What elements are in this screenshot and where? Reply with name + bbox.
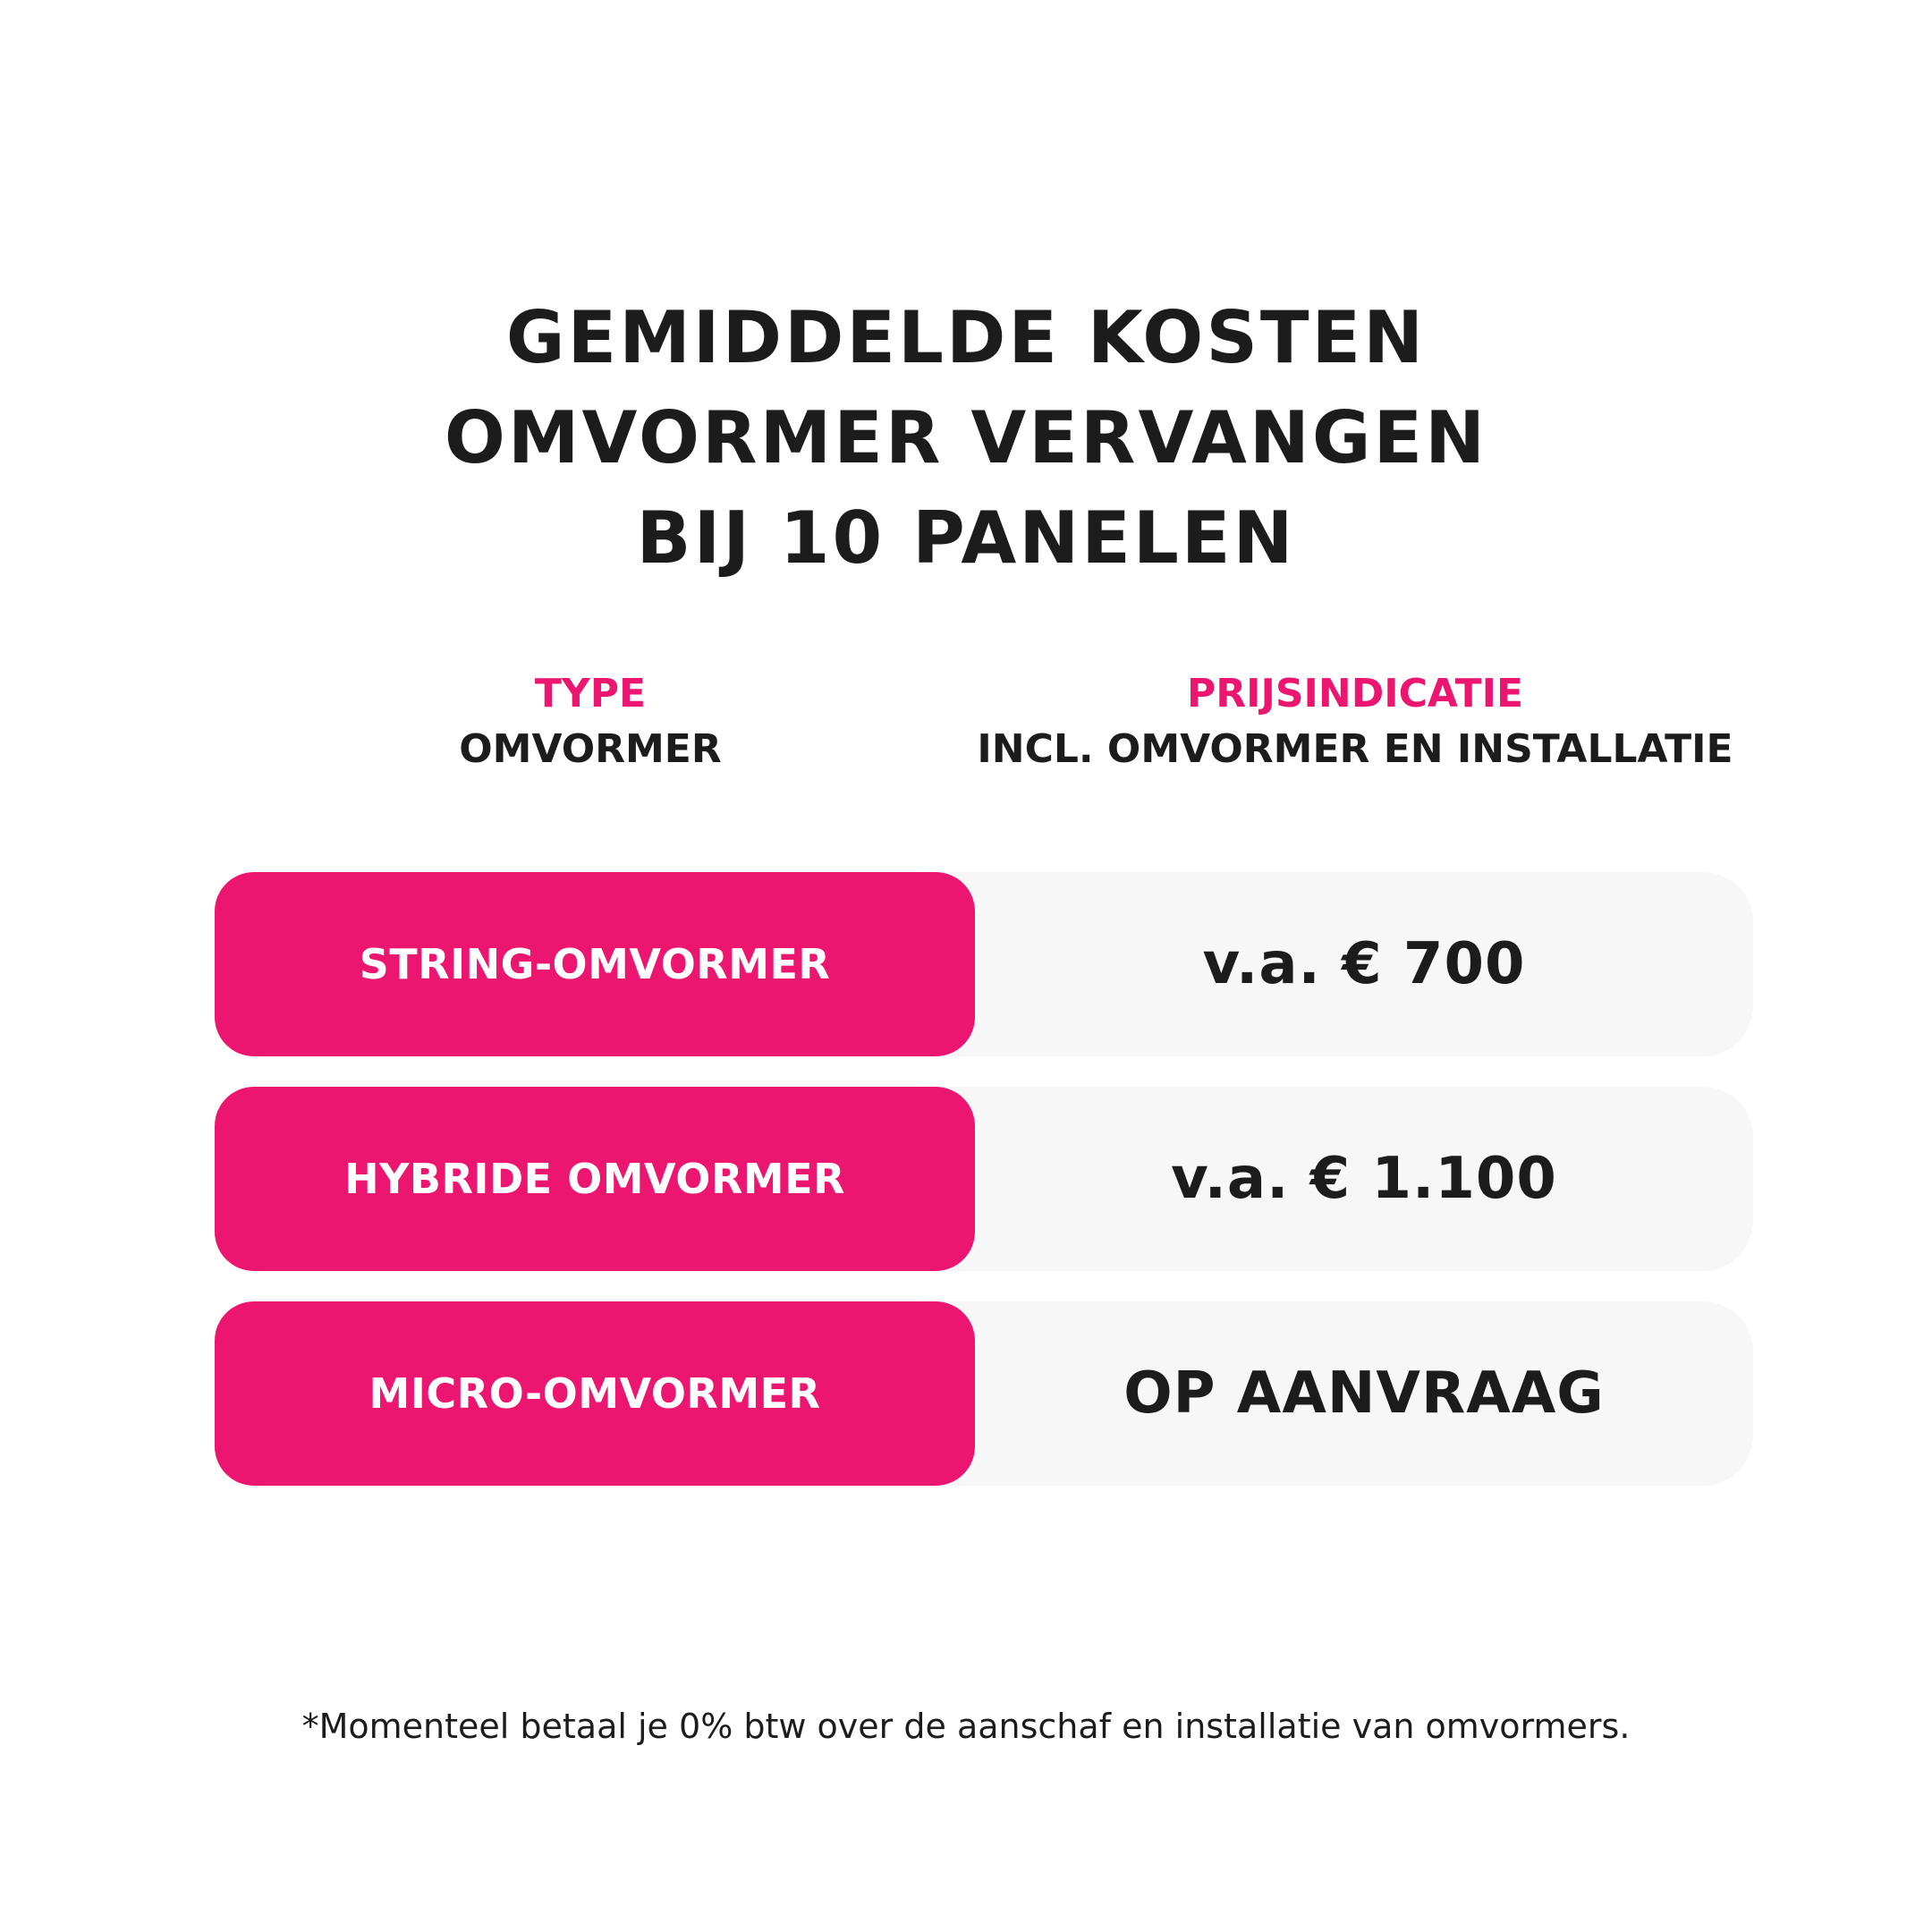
row-type-box xyxy=(215,872,975,1056)
price-table xyxy=(215,872,1753,1516)
table-row xyxy=(215,1301,1753,1486)
column-header-type-accent: TYPE xyxy=(534,671,647,716)
row-price-cell xyxy=(975,1301,1753,1486)
row-price-cell xyxy=(975,872,1753,1056)
row-price-value: v.a. € 1.100 xyxy=(1171,1146,1557,1212)
column-header-type xyxy=(411,666,769,777)
column-header-type-sub: OMVORMER xyxy=(459,726,722,772)
column-header-price xyxy=(966,666,1744,777)
column-header-price-accent: PRIJSINDICATIE xyxy=(1186,671,1524,716)
footnote: *Momenteel betaal je 0% btw over de aanschaf en installatie van omvormers. xyxy=(301,1707,1631,1746)
row-type-label: HYBRIDE OMVORMER xyxy=(344,1155,845,1203)
title-line-2: OMVORMER VERVANGEN xyxy=(444,396,1488,479)
page-title xyxy=(0,288,1932,589)
row-type-box xyxy=(215,1087,975,1271)
title-line-1: GEMIDDELDE KOSTEN xyxy=(505,296,1427,379)
row-type-label: STRING-OMVORMER xyxy=(359,940,831,988)
table-row xyxy=(215,1087,1753,1271)
row-type-label: MICRO-OMVORMER xyxy=(369,1369,821,1418)
row-price-value: v.a. € 700 xyxy=(1202,931,1526,997)
table-row xyxy=(215,872,1753,1056)
row-type-box xyxy=(215,1301,975,1486)
title-line-3: BIJ 10 PANELEN xyxy=(636,496,1296,580)
row-price-value: OP AANVRAAG xyxy=(1123,1360,1605,1427)
row-price-cell xyxy=(975,1087,1753,1271)
column-header-price-sub: INCL. OMVORMER EN INSTALLATIE xyxy=(977,726,1733,772)
